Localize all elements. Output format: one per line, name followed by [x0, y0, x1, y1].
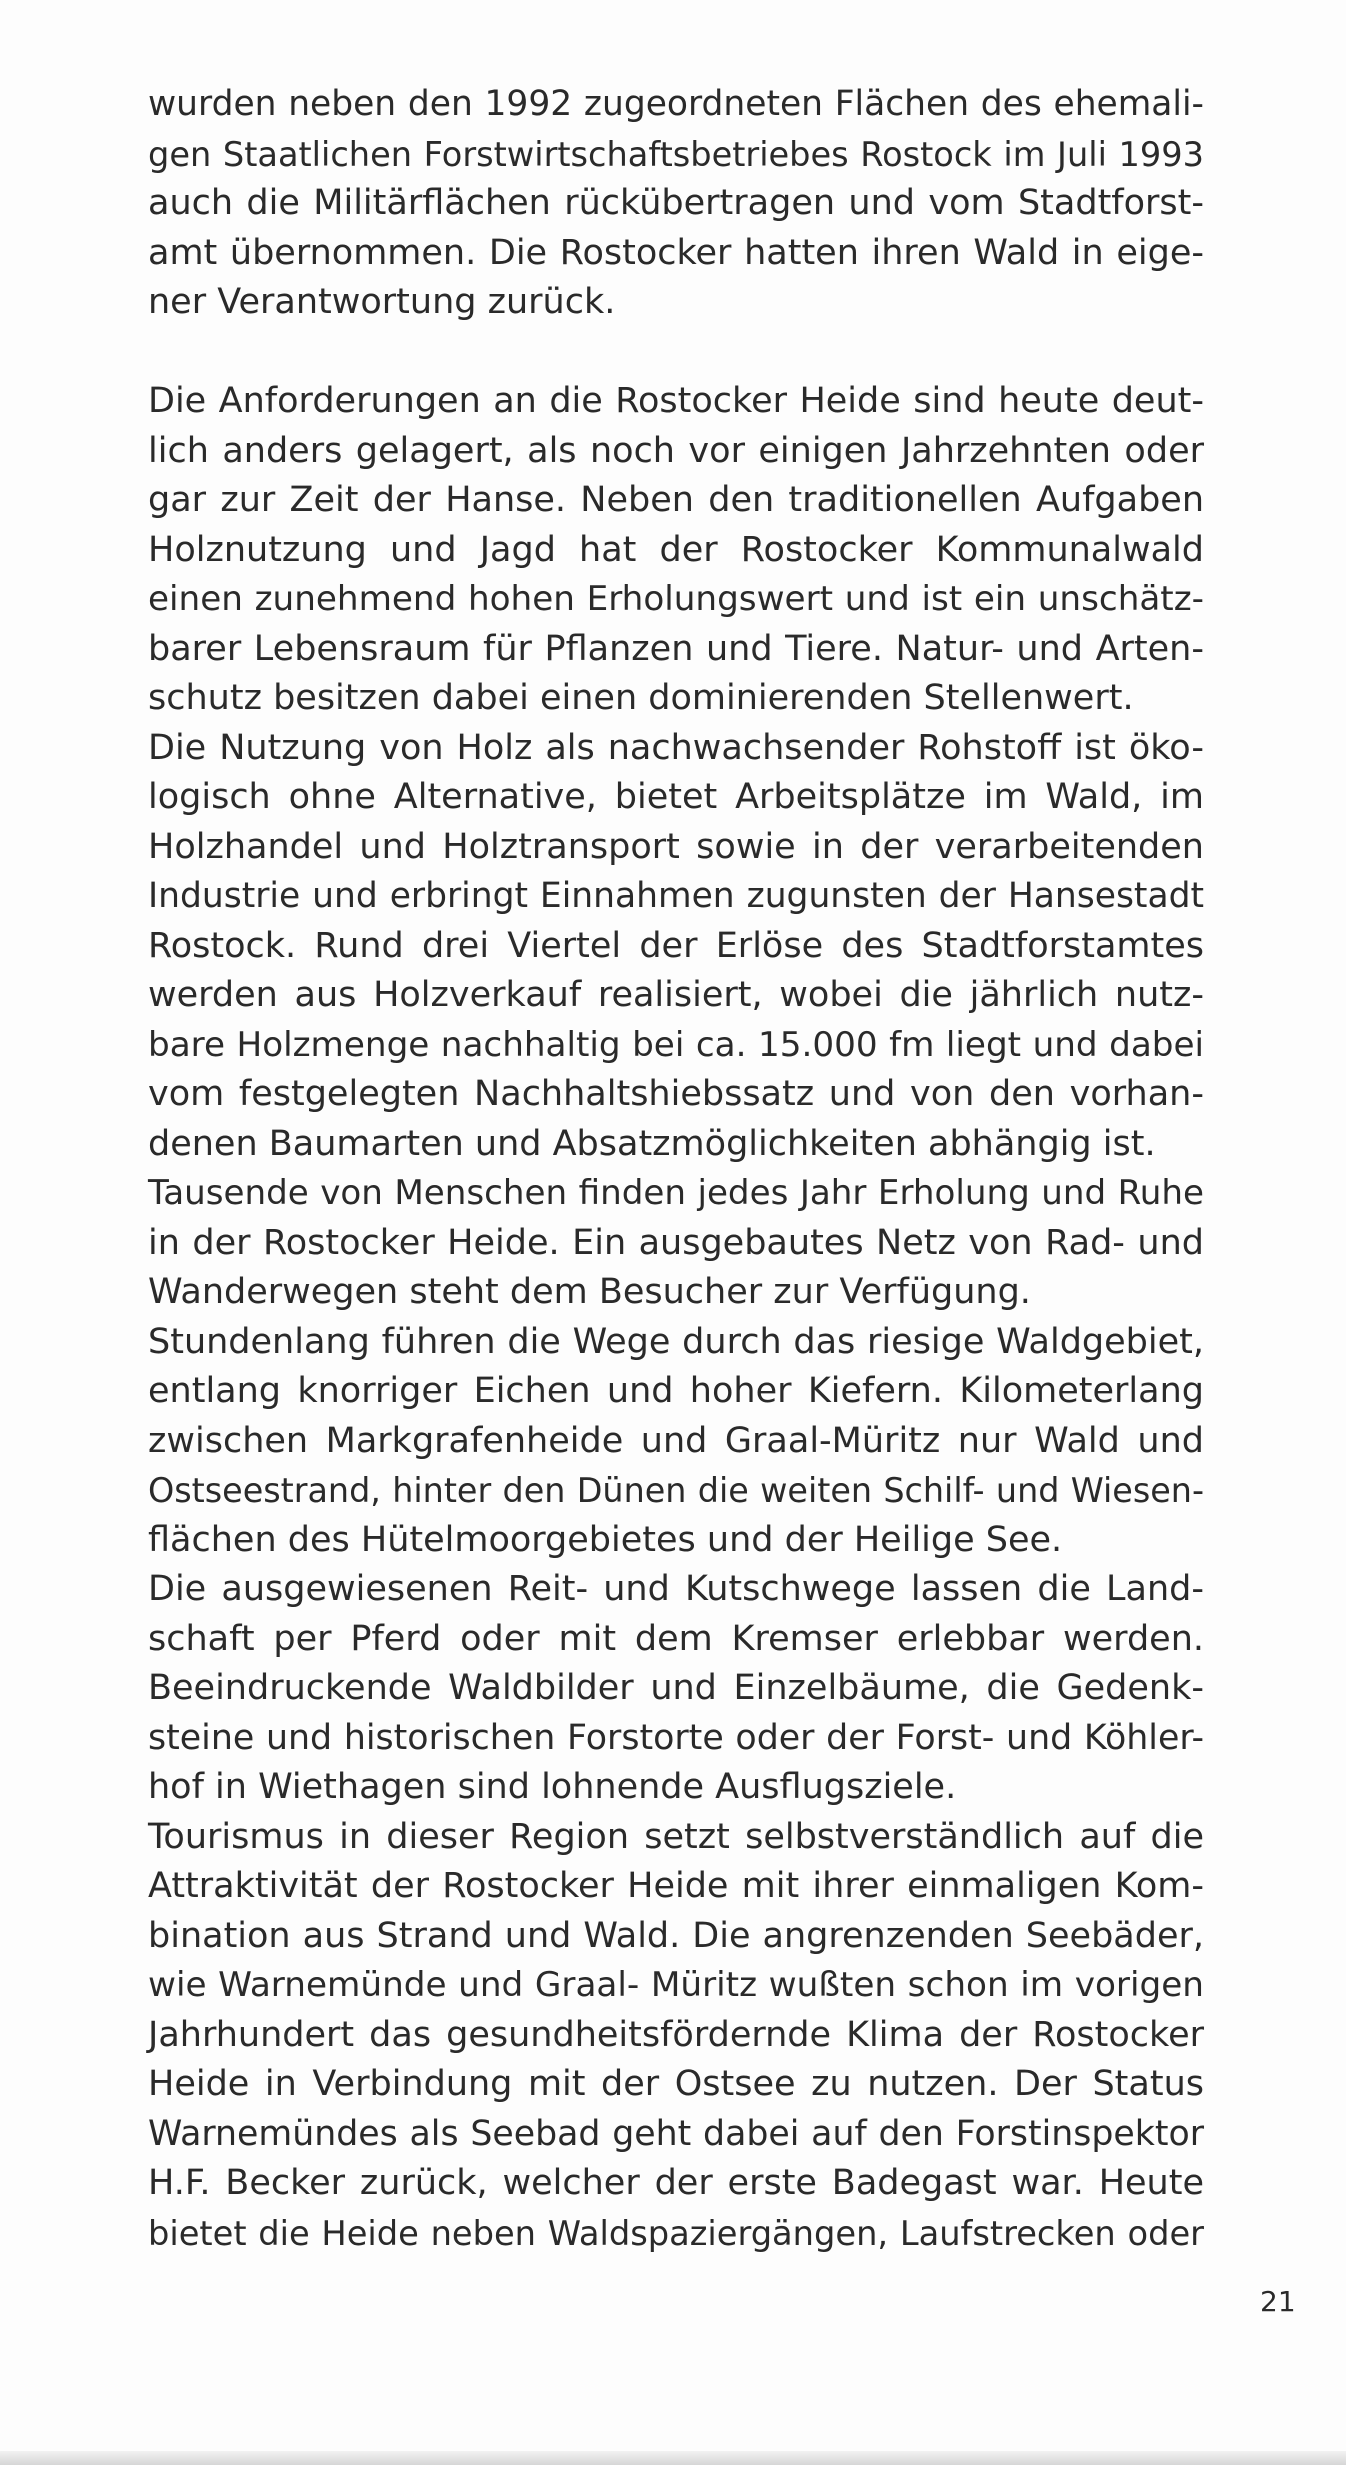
paragraph-7-line: wie Warnemünde und Graal- Müritz wußten schon im vorigen — [148, 1965, 1204, 2005]
paragraph-2-line: schutz besitzen dabei einen dominierenden Stellenwert. — [148, 678, 1134, 718]
paragraph-6-line: hof in Wiethagen sind lohnende Ausflugsziele. — [148, 1767, 957, 1807]
paragraph-3-line: denen Baumarten und Absatzmöglichkeiten abhängig ist. — [148, 1123, 1156, 1164]
paragraph-7-line: Tourismus in dieser Region setzt selbstverständlich auf die — [148, 1816, 1204, 1857]
page-edge-shadow — [0, 2451, 1346, 2465]
paragraph-4-line: in der Rostocker Heide. Ein ausgebautes Netz von Rad- und — [148, 1222, 1204, 1263]
paragraph-3-line: logisch ohne Alternative, bietet Arbeitsplätze im Wald, im — [148, 777, 1204, 817]
paragraph-3-line: Rostock. Rund drei Viertel der Erlöse des Stadtforstamtes — [148, 925, 1204, 966]
paragraph-1 — [148, 80, 1204, 328]
paragraph-1-line: amt übernommen. Die Rostocker hatten ihren Wald in eige- — [148, 232, 1204, 273]
paragraph-6-line: Die ausgewiesenen Reit- und Kutschwege lassen die Land- — [148, 1569, 1204, 1609]
paragraph-4-line: Tausende von Menschen finden jedes Jahr Erholung und Ruhe — [148, 1173, 1204, 1213]
paragraph-1-line: ner Verantwortung zurück. — [148, 282, 616, 322]
paragraph-3-line: Industrie und erbringt Einnahmen zugunsten der Hansestadt — [148, 876, 1204, 916]
paragraph-2-line: Holznutzung und Jagd hat der Rostocker Kommunalwald — [148, 529, 1204, 570]
paragraph-7-line: Attraktivität der Rostocker Heide mit ihrer einmaligen Kom- — [148, 1866, 1204, 1906]
paragraph-2 — [148, 377, 1204, 2258]
paragraph-7-line: bination aus Strand und Wald. Die angrenzenden Seebäder, — [148, 1915, 1204, 1956]
paragraph-7-line: Jahrhundert das gesundheitsfördernde Klima der Rostocker — [148, 2014, 1204, 2055]
paragraph-6-line: Beeindruckende Waldbilder und Einzelbäume, die Gedenk- — [148, 1668, 1204, 1708]
paragraph-1-line: gen Staatlichen Forstwirtschaftsbetriebes Rostock im Juli 1993 — [148, 134, 1204, 174]
paragraph-2-line: Die Anforderungen an die Rostocker Heide sind heute deut- — [148, 381, 1204, 421]
paragraph-5-line: Ostseestrand, hinter den Dünen die weiten Schilf- und Wiesen- — [148, 1471, 1204, 1510]
paragraph-4-line: Wanderwegen steht dem Besucher zur Verfügung. — [148, 1272, 1031, 1312]
paragraph-7-line: bietet die Heide neben Waldspaziergängen, Laufstrecken oder — [148, 2213, 1204, 2253]
paragraph-3-line: Holzhandel und Holztransport sowie in der verarbeitenden — [148, 826, 1204, 867]
paragraph-5-line: Stundenlang führen die Wege durch das riesige Waldgebiet, — [148, 1321, 1204, 1362]
paragraph-5-line: entlang knorriger Eichen und hoher Kiefern. Kilometerlang — [148, 1371, 1204, 1411]
paragraph-2-line: gar zur Zeit der Hanse. Neben den traditionellen Aufgaben — [148, 480, 1204, 520]
paragraph-2-line: einen zunehmend hohen Erholungswert und ist ein unschätz- — [148, 579, 1204, 619]
paragraph-5-line: zwischen Markgrafenheide und Graal-Müritz nur Wald und — [148, 1420, 1204, 1461]
paragraph-1-line: auch die Militärflächen rückübertragen und vom Stadtforst- — [148, 183, 1204, 223]
paragraph-7-line: Heide in Verbindung mit der Ostsee zu nutzen. Der Status — [148, 2064, 1204, 2104]
paragraph-6-line: schaft per Pferd oder mit dem Kremser erlebbar werden. — [148, 1618, 1204, 1659]
paragraph-6-line: steine und historischen Forstorte oder der Forst- und Köhler- — [148, 1717, 1204, 1758]
paragraph-3-line: vom festgelegten Nachhaltshiebssatz und von den vorhan- — [148, 1074, 1204, 1114]
paragraph-2-line: lich anders gelagert, als noch vor einigen Jahrzehnten oder — [148, 430, 1204, 471]
paragraph-5-line: flächen des Hütelmoorgebietes und der Heilige See. — [148, 1519, 1063, 1560]
paragraph-3-line: Die Nutzung von Holz als nachwachsender Rohstoff ist öko- — [148, 727, 1204, 768]
paragraph-3-line: bare Holzmenge nachhaltig bei ca. 15.000 fm liegt und dabei — [148, 1024, 1204, 1065]
page-number: 21 — [1260, 2285, 1296, 2318]
paragraph-3-line: werden aus Holzverkauf realisiert, wobei die jährlich nutz- — [148, 975, 1204, 1015]
paragraph-1-line: wurden neben den 1992 zugeordneten Flächen des ehemali- — [148, 84, 1204, 124]
paragraph-7-line: H.F. Becker zurück, welcher der erste Badegast war. Heute — [148, 2163, 1204, 2203]
paragraph-7-line: Warnemündes als Seebad geht dabei auf den Forstinspektor — [148, 2113, 1204, 2154]
paragraph-2-line: barer Lebensraum für Pflanzen und Tiere. Natur- und Arten- — [148, 628, 1204, 669]
